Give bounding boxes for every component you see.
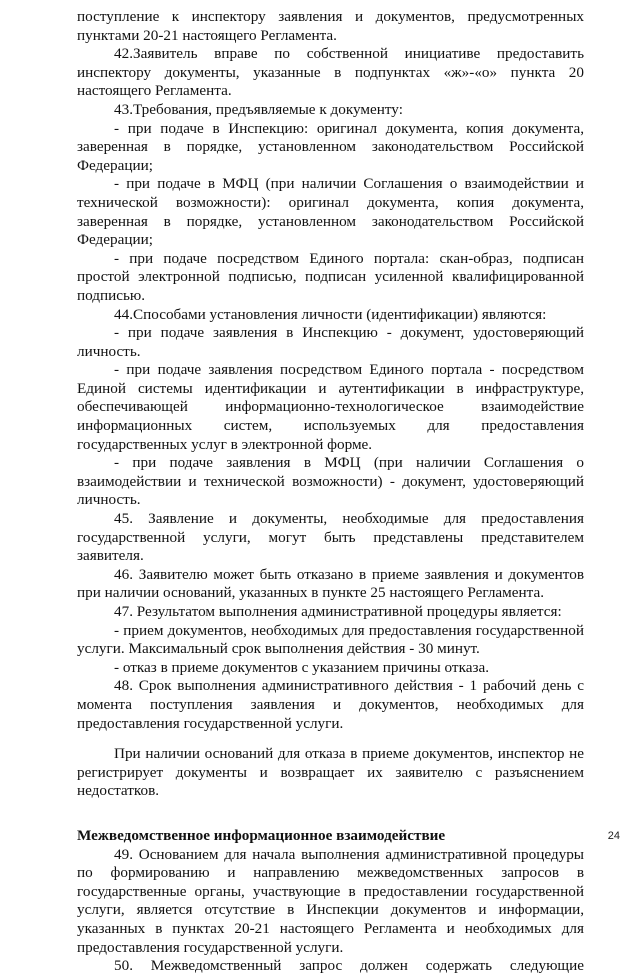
page-number: 24 <box>607 830 620 842</box>
paragraph-45: 45. Заявление и документы, необходимые для предоставления государственной услуги, могут быть представлены представителем заявителя. <box>77 510 584 565</box>
paragraph-47-acceptance: - прием документов, необходимых для предоставления государственной услуги. Максимальный срок выполнения действия - 30 минут. <box>77 621 584 658</box>
paragraph-42: 42.Заявитель вправе по собственной инициативе предоставить инспектору документы, указанные в подпунктах «ж»-«о» пункта 20 настоящего Регламента. <box>77 45 584 100</box>
paragraph-47-refusal: - отказ в приеме документов с указанием причины отказа. <box>114 658 489 676</box>
paragraph-43-mfc: - при подаче в МФЦ (при наличии Соглашения о взаимодействии и технической возможности): оригинал документа, копия документа, заверенная в порядке, установленном законодательством Российской Федерации; <box>77 175 584 249</box>
paragraph-41-continuation: поступление к инспектору заявления и документов, предусмотренных пунктами 20-21 настоящего Регламента. <box>77 8 584 44</box>
paragraph-44: 44.Способами установления личности (идентификации) являются: <box>114 305 547 323</box>
paragraph-44-portal: - при подаче заявления посредством Единого портала - посредством Единой системы идентификации и аутентификации в инфраструктуре, обеспечивающей информационно-технологическое взаимодействие информационных систем, используемых для предоставления государственных услуг в электронной форме. <box>77 361 584 453</box>
paragraph-44-mfc: - при подаче заявления в МФЦ (при наличии Соглашения о взаимодействии и технической возможности) - документ, удостоверяющий личность. <box>77 454 584 509</box>
section-heading: Межведомственное информационное взаимодействие <box>77 826 446 844</box>
paragraph-43: 43.Требования, предъявляемые к документу: <box>114 100 403 118</box>
paragraph-refusal-grounds: При наличии оснований для отказа в приеме документов, инспектор не регистрирует документы и возвращает их заявителю с разъяснением недостатков. <box>77 745 584 800</box>
paragraph-49: 49. Основанием для начала выполнения административной процедуры по формированию и направлению межведомственных запросов в государственные органы, участвующие в предоставлении государственной услуги, является отсутствие в Инспекции документов и информации, указанных в пунктах 20-21 настоящего Регламента и необходимых для предоставления государственной услуги. <box>77 845 584 956</box>
paragraph-43-inspection: - при подаче в Инспекцию: оригинал документа, копия документа, заверенная в порядке, установленном законодательством Российской Федерации; <box>77 119 584 174</box>
paragraph-44-inspection: - при подаче заявления в Инспекцию - документ, удостоверяющий личность. <box>77 324 584 360</box>
paragraph-48: 48. Срок выполнения административного действия - 1 рабочий день с момента поступления заявления и документов, необходимых для предоставления государственной услуги. <box>77 677 584 732</box>
document-body <box>77 8 584 976</box>
paragraph-50: 50. Межведомственный запрос должен содержать следующие <box>114 957 584 975</box>
paragraph-46: 46. Заявителю может быть отказано в приеме заявления и документов при наличии оснований, указанных в пункте 25 настоящего Регламента. <box>77 565 584 602</box>
paragraph-47: 47. Результатом выполнения административной процедуры является: <box>114 603 562 620</box>
paragraph-43-portal: - при подаче посредством Единого портала: скан-образ, подписан простой электронной подписью, подписан усиленной квалифицированной подписью. <box>77 249 584 304</box>
